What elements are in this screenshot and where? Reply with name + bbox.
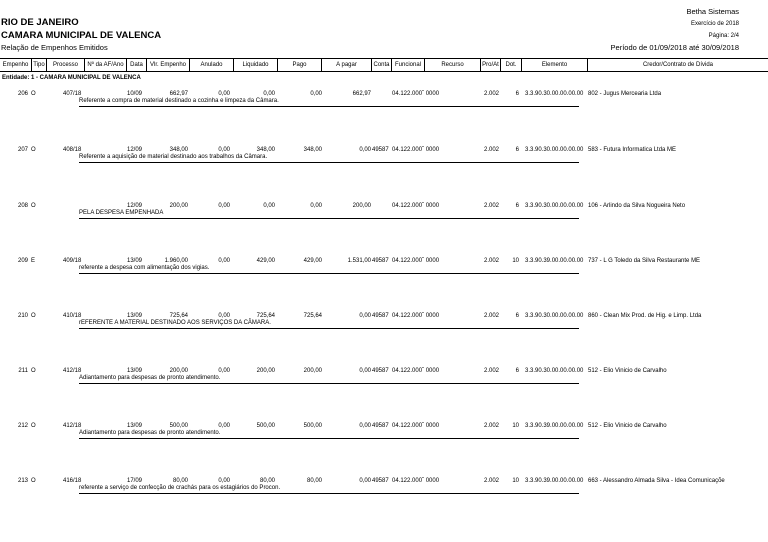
cell-pro-at: 2.002 [484, 313, 500, 319]
cell-a-pagar: 662,97 [352, 91, 371, 97]
entity-line: Entidade: 1 - CAMARA MUNICIPAL DE VALENCA [2, 75, 141, 81]
cell-processo: 412/18 [63, 423, 82, 429]
cell-data: 17/09 [126, 478, 142, 484]
cell-data: 13/09 [126, 258, 142, 264]
cell-credor: 106 - Arlindo da Silva Nogueira Neto [588, 203, 686, 209]
cell-empenho: 207 [17, 147, 28, 153]
cell-liquidado: 200,00 [256, 368, 275, 374]
cell-liquidado: 0,00 [263, 203, 275, 209]
report-period: Período de 01/09/2018 até 30/09/2018 [610, 43, 739, 52]
cell-a-pagar: 200,00 [352, 203, 371, 209]
cell-conta: 49587 [372, 368, 389, 374]
cell-empenho: 212 [17, 423, 28, 429]
cell-dot: 6 [515, 203, 519, 209]
cell-liquidado: 500,00 [256, 423, 275, 429]
cell-dot: 6 [515, 91, 519, 97]
cell-funcional: 04.122.000ˆ 0000 [392, 368, 440, 374]
cell-anulado: 0,00 [218, 147, 230, 153]
cell-conta: 49587 [372, 423, 389, 429]
cell-anulado: 0,00 [218, 313, 230, 319]
cell-liquidado: 429,00 [256, 258, 275, 264]
cell-data: 10/09 [126, 91, 142, 97]
cell-pago: 0,00 [310, 91, 322, 97]
cell-pago: 500,00 [303, 423, 322, 429]
col-recurso: Recurso [424, 59, 480, 71]
exercise-year: Exercício de 2018 [690, 21, 739, 27]
col-dot: Dot. [500, 59, 521, 71]
row-divider [79, 383, 579, 384]
report-title: Relação de Empenhos Emitidos [1, 43, 108, 52]
cell-conta: 49587 [372, 147, 389, 153]
cell-pago: 80,00 [306, 478, 322, 484]
cell-a-pagar: 1.531,00 [347, 258, 371, 264]
cell-funcional: 04.122.000ˆ 0000 [392, 313, 440, 319]
cell-credor: 860 - Clean Mix Prod. de Hig. e Limp. Ltda [588, 313, 702, 319]
cell-empenho: 209 [17, 258, 28, 264]
cell-valor: 500,00 [169, 423, 188, 429]
col-liquidado: Liquidado [233, 59, 277, 71]
row-divider [79, 218, 579, 219]
cell-descricao: referente a despesa com alimentação dos vigias. [79, 265, 210, 271]
table-row [0, 258, 768, 314]
cell-pro-at: 2.002 [484, 368, 500, 374]
cell-tipo: O [31, 368, 36, 374]
cell-descricao: Adiantamento para despesas de pronto atendimento. [79, 430, 221, 436]
cell-descricao: Referente a aquisição de material destinado aos trabalhos da Câmara. [79, 154, 268, 160]
cell-liquidado: 80,00 [259, 478, 275, 484]
col-anulado: Anulado [189, 59, 233, 71]
cell-processo: 416/18 [63, 478, 82, 484]
cell-processo: 410/18 [63, 313, 82, 319]
cell-credor: 802 - Jugus Mercearia Ltda [588, 91, 662, 97]
cell-descricao: PELA DESPESA EMPENHADA [79, 210, 164, 216]
cell-a-pagar: 0,00 [359, 147, 371, 153]
cell-a-pagar: 0,00 [359, 368, 371, 374]
cell-elemento: 3.3.90.30.00.00.00.00 [525, 313, 584, 319]
cell-data: 12/09 [126, 147, 142, 153]
cell-anulado: 0,00 [218, 368, 230, 374]
cell-funcional: 04.122.000ˆ 0000 [392, 203, 440, 209]
table-row [0, 423, 768, 479]
cell-pro-at: 2.002 [484, 91, 500, 97]
row-divider [79, 438, 579, 439]
cell-pago: 429,00 [303, 258, 322, 264]
cell-tipo: O [31, 203, 36, 209]
cell-empenho: 213 [17, 478, 28, 484]
cell-elemento: 3.3.90.30.00.00.00.00 [525, 147, 584, 153]
col-vlr-empenho: Vlr. Empenho [146, 59, 189, 71]
col-elemento: Elemento [521, 59, 587, 71]
cell-anulado: 0,00 [218, 258, 230, 264]
cell-empenho: 208 [17, 203, 28, 209]
cell-dot: 6 [515, 313, 519, 319]
cell-elemento: 3.3.90.30.00.00.00.00 [525, 368, 584, 374]
col-tipo: Tipo [31, 59, 46, 71]
cell-dot: 10 [512, 478, 519, 484]
cell-credor: 512 - Elio Vinicio de Carvalho [588, 368, 667, 374]
table-row [0, 91, 768, 147]
table-row [0, 203, 768, 259]
cell-valor: 348,00 [169, 147, 188, 153]
cell-pago: 725,64 [303, 313, 322, 319]
cell-processo: 409/18 [63, 258, 82, 264]
cell-empenho: 206 [17, 91, 28, 97]
cell-anulado: 0,00 [218, 478, 230, 484]
col-pago: Pago [277, 59, 321, 71]
cell-funcional: 04.122.000ˆ 0000 [392, 258, 440, 264]
cell-pro-at: 2.002 [484, 147, 500, 153]
cell-dot: 10 [512, 423, 519, 429]
col-a-pagar: A pagar [321, 59, 371, 71]
cell-funcional: 04.122.000ˆ 0000 [392, 478, 440, 484]
cell-pago: 348,00 [303, 147, 322, 153]
cell-elemento: 3.3.90.30.00.00.00.00 [525, 91, 584, 97]
cell-funcional: 04.122.000ˆ 0000 [392, 423, 440, 429]
cell-descricao: rEFERENTE A MATERIAL DESTINADO AOS SERVIÇOS DA CÂMARA. [79, 320, 271, 326]
cell-funcional: 04.122.000ˆ 0000 [392, 147, 440, 153]
table-row [0, 313, 768, 369]
cell-descricao: Referente a compra de material destinado a cozinha e limpeza da Câmara. [79, 98, 279, 104]
cell-tipo: O [31, 423, 36, 429]
cell-anulado: 0,00 [218, 203, 230, 209]
cell-credor: 737 - L G Toledo da Silva Restaurante ME [588, 258, 701, 264]
state-title: RIO DE JANEIRO [1, 17, 79, 28]
cell-descricao: referente a serviço de confecção de crachás para os estagiários do Procon. [79, 485, 281, 491]
cell-conta: 49587 [372, 478, 389, 484]
cell-processo: 412/18 [63, 368, 82, 374]
row-divider [79, 328, 579, 329]
cell-data: 13/09 [126, 313, 142, 319]
row-divider [79, 106, 579, 107]
cell-data: 12/09 [126, 203, 142, 209]
col-data: Data [126, 59, 146, 71]
cell-pro-at: 2.002 [484, 258, 500, 264]
cell-valor: 1.960,00 [164, 258, 188, 264]
cell-a-pagar: 0,00 [359, 478, 371, 484]
cell-a-pagar: 0,00 [359, 423, 371, 429]
page-number: Página: 2/4 [708, 33, 739, 39]
cell-elemento: 3.3.90.39.00.00.00.00 [525, 478, 584, 484]
cell-anulado: 0,00 [218, 91, 230, 97]
cell-pago: 0,00 [310, 203, 322, 209]
cell-elemento: 3.3.90.39.00.00.00.00 [525, 423, 584, 429]
cell-a-pagar: 0,00 [359, 313, 371, 319]
col-credor: Credor/Contrato de Dívida [587, 59, 768, 71]
cell-tipo: O [31, 313, 36, 319]
cell-credor: 512 - Elio Vinicio de Carvalho [588, 423, 667, 429]
table-row [0, 478, 768, 534]
col-processo: Processo [46, 59, 84, 71]
col-funcional: Funcional [391, 59, 424, 71]
cell-valor: 725,64 [169, 313, 188, 319]
cell-credor: 583 - Futura Informatica Ltda ME [588, 147, 677, 153]
cell-dot: 10 [512, 258, 519, 264]
cell-liquidado: 725,64 [256, 313, 275, 319]
cell-data: 13/09 [126, 368, 142, 374]
cell-funcional: 04.122.000ˆ 0000 [392, 91, 440, 97]
cell-data: 13/09 [126, 423, 142, 429]
cell-valor: 200,00 [169, 368, 188, 374]
cell-conta: 49587 [372, 313, 389, 319]
cell-dot: 6 [515, 147, 519, 153]
cell-pago: 200,00 [303, 368, 322, 374]
cell-pro-at: 2.002 [484, 423, 500, 429]
cell-pro-at: 2.002 [484, 478, 500, 484]
cell-tipo: O [31, 147, 36, 153]
cell-tipo: O [31, 478, 36, 484]
cell-liquidado: 348,00 [256, 147, 275, 153]
table-row [0, 368, 768, 424]
cell-dot: 6 [515, 368, 519, 374]
cell-valor: 80,00 [172, 478, 188, 484]
cell-anulado: 0,00 [218, 423, 230, 429]
cell-processo: 408/18 [63, 147, 82, 153]
vendor-name: Betha Sistemas [686, 7, 739, 16]
cell-empenho: 211 [18, 368, 28, 374]
entity-title: CAMARA MUNICIPAL DE VALENCA [1, 30, 162, 41]
cell-elemento: 3.3.90.30.00.00.00.00 [525, 203, 584, 209]
cell-elemento: 3.3.90.39.00.00.00.00 [525, 258, 584, 264]
col-pro-at: Pro/At [480, 59, 500, 71]
cell-empenho: 210 [17, 313, 28, 319]
cell-tipo: E [31, 258, 36, 264]
row-divider [79, 273, 579, 274]
cell-tipo: O [31, 91, 36, 97]
cell-credor: 663 - Alessandro Almada Silva - Idea Comunicaçõe [588, 478, 725, 484]
col-empenho: Empenho [2, 62, 29, 68]
table-row [0, 147, 768, 203]
cell-liquidado: 0,00 [263, 91, 275, 97]
col-conta: Conta [371, 59, 391, 71]
cell-valor: 662,97 [169, 91, 188, 97]
cell-descricao: Adiantamento para despesas de pronto atendimento. [79, 375, 221, 381]
row-divider [79, 493, 579, 494]
cell-conta: 49587 [372, 258, 389, 264]
row-divider [79, 162, 579, 163]
cell-valor: 200,00 [169, 203, 188, 209]
column-header-row [0, 58, 768, 72]
cell-processo: 407/18 [63, 91, 82, 97]
col-af-ano: Nº da AF/Ano [84, 59, 126, 71]
cell-pro-at: 2.002 [484, 203, 500, 209]
